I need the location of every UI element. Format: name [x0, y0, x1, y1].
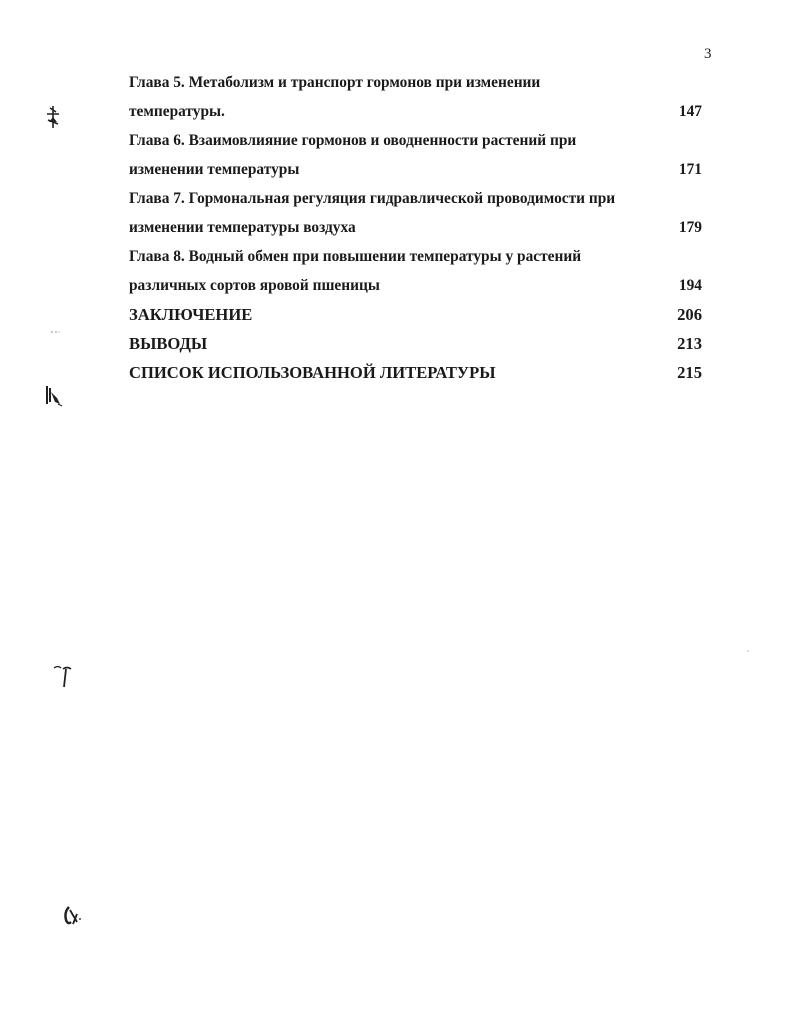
scan-artifact-mark: [50, 330, 60, 334]
toc-entry-title: Глава 5. Метаболизм и транспорт гормонов при изменении: [129, 74, 541, 91]
toc-entry-chapter-6-line-2: [129, 157, 704, 186]
toc-entry-page-number: 171: [678, 161, 702, 178]
scan-artifact-mark: [746, 649, 750, 653]
toc-entry-page-number: 194: [678, 277, 702, 294]
toc-entry-chapter-5-line-2: [129, 99, 704, 128]
toc-entry-chapter-7-line-2: [129, 215, 704, 244]
scan-artifact-mark: [44, 384, 64, 408]
toc-entry-chapter-8-line-2: [129, 273, 704, 302]
table-of-contents: [129, 70, 704, 389]
toc-entry-title: ВЫВОДЫ: [129, 334, 208, 353]
toc-entry-title: изменении температуры воздуха: [129, 219, 356, 236]
toc-entry-title: ЗАКЛЮЧЕНИЕ: [129, 305, 253, 324]
toc-entry-title: различных сортов яровой пшеницы: [129, 277, 380, 294]
toc-entry-page-number: 147: [678, 103, 702, 120]
toc-entry-chapter-7-line-1: [129, 186, 704, 215]
toc-entry-title: СПИСОК ИСПОЛЬЗОВАННОЙ ЛИТЕРАТУРЫ: [129, 363, 496, 382]
toc-entry-title: Глава 6. Взаимовлияние гормонов и оводненности растений при: [129, 132, 577, 149]
toc-entry-title: Глава 8. Водный обмен при повышении температуры у растений: [129, 248, 582, 265]
toc-entry-references: [129, 360, 704, 389]
scan-artifact-mark: [62, 904, 84, 928]
toc-entry-page-number: 213: [677, 334, 702, 353]
scan-artifact-mark: [44, 104, 62, 130]
toc-entry-page-number: 179: [678, 219, 702, 236]
toc-entry-chapter-6-line-1: [129, 128, 704, 157]
toc-entry-conclusion: [129, 302, 704, 331]
toc-entry-title: температуры.: [129, 103, 225, 120]
toc-entry-title: Глава 7. Гормональная регуляция гидравлической проводимости при: [129, 190, 616, 207]
toc-entry-findings: [129, 331, 704, 360]
toc-entry-page-number: 215: [677, 363, 702, 382]
toc-entry-chapter-5-line-1: [129, 70, 704, 99]
page-number: 3: [704, 46, 712, 62]
scan-artifact-mark: [52, 663, 74, 689]
toc-entry-chapter-8-line-1: [129, 244, 704, 273]
toc-entry-page-number: 206: [677, 305, 702, 324]
toc-entry-title: изменении температуры: [129, 161, 300, 178]
